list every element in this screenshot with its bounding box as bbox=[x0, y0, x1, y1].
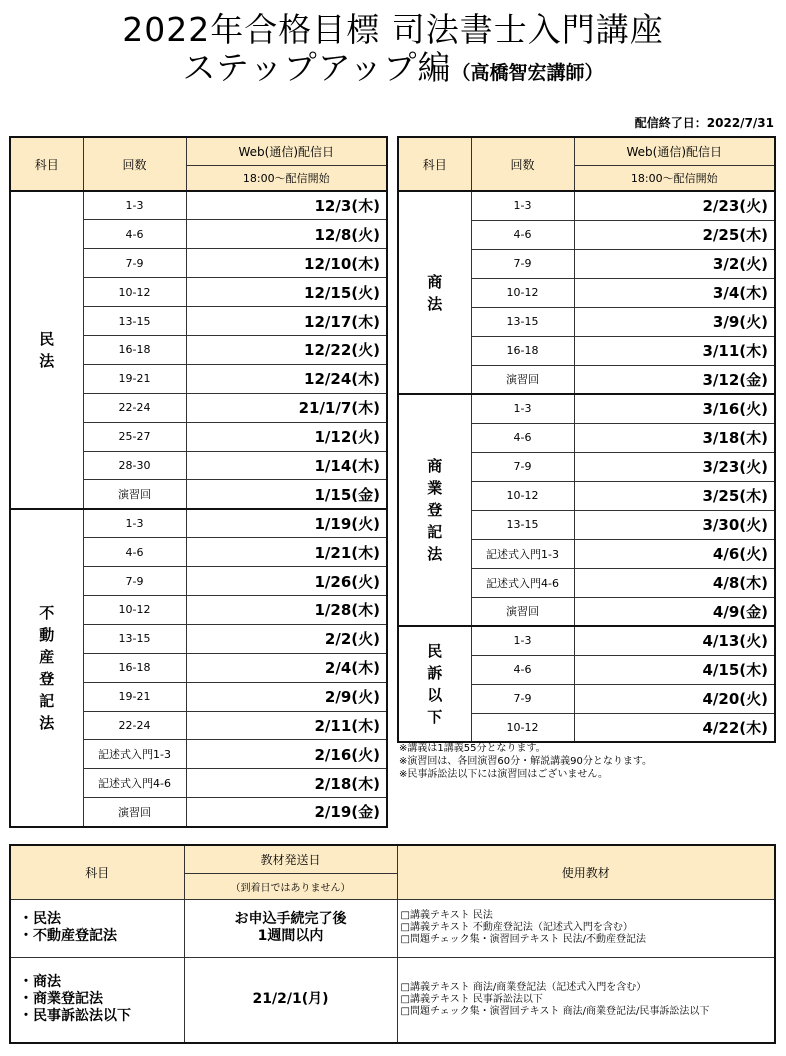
subject-cell bbox=[10, 509, 83, 827]
materials-list bbox=[397, 957, 775, 1043]
delivery-date: 1/28(木) bbox=[186, 595, 387, 624]
subject-name: 民法 bbox=[39, 329, 55, 370]
instructor-name: （高橋智宏講師） bbox=[451, 62, 604, 84]
material-item: □講義テキスト 民法 bbox=[400, 910, 493, 921]
delivery-date: 1/19(火) bbox=[186, 509, 387, 538]
delivery-date: 3/2(火) bbox=[574, 249, 775, 278]
delivery-date: 4/22(木) bbox=[574, 713, 775, 742]
ship-line: 1週間以内 bbox=[257, 928, 324, 944]
schedule-row bbox=[10, 509, 387, 538]
materials-header-ship: 教材発送日 bbox=[184, 845, 397, 873]
material-item: □講義テキスト 商法/商業登記法（記述式入門を含む） bbox=[400, 981, 647, 993]
materials-ship-date bbox=[184, 957, 397, 1043]
schedule-row bbox=[398, 394, 775, 423]
header-count: 回数 bbox=[83, 137, 186, 191]
session-count: 13-15 bbox=[83, 624, 186, 653]
material-item: □問題チェック集・演習回テキスト 民法/不動産登記法 bbox=[400, 934, 646, 945]
session-count: 4-6 bbox=[83, 538, 186, 567]
ship-line: お申込手続完了後 bbox=[234, 911, 347, 927]
delivery-date: 2/18(木) bbox=[186, 769, 387, 798]
session-count: 4-6 bbox=[471, 220, 574, 249]
session-count: 16-18 bbox=[83, 335, 186, 364]
session-count: 22-24 bbox=[83, 711, 186, 740]
materials-subject-item: ・商業登記法 bbox=[19, 991, 103, 1008]
session-count: 記述式入門1-3 bbox=[471, 539, 574, 568]
schedule-table-left bbox=[9, 136, 388, 828]
material-item: □講義テキスト 民事訴訟法以下 bbox=[400, 993, 543, 1005]
session-count: 演習回 bbox=[83, 798, 186, 827]
delivery-date: 3/12(金) bbox=[574, 365, 775, 394]
delivery-date: 3/25(木) bbox=[574, 481, 775, 510]
materials-table bbox=[9, 844, 776, 1044]
subject-name: 民訴以下 bbox=[427, 642, 443, 726]
delivery-date: 3/9(火) bbox=[574, 307, 775, 336]
materials-subject-item: ・民法 bbox=[19, 911, 61, 927]
delivery-date: 2/9(火) bbox=[186, 682, 387, 711]
session-count: 13-15 bbox=[471, 307, 574, 336]
header-count: 回数 bbox=[471, 137, 574, 191]
subject-name: 商業登記法 bbox=[427, 457, 443, 563]
session-count: 10-12 bbox=[471, 713, 574, 742]
page-subtitle bbox=[0, 48, 786, 93]
delivery-date: 2/4(木) bbox=[186, 653, 387, 682]
delivery-date: 1/12(火) bbox=[186, 422, 387, 451]
materials-subject-item: ・商法 bbox=[19, 974, 61, 991]
delivery-date: 2/25(木) bbox=[574, 220, 775, 249]
subtitle-main: ステップアップ編 bbox=[182, 48, 452, 87]
session-count: 10-12 bbox=[83, 278, 186, 307]
session-count: 10-12 bbox=[471, 278, 574, 307]
header-subject: 科目 bbox=[398, 137, 471, 191]
delivery-date: 12/17(木) bbox=[186, 307, 387, 336]
delivery-date: 12/8(火) bbox=[186, 220, 387, 249]
subject-name: 商法 bbox=[427, 272, 443, 313]
header-time: 18:00～配信開始 bbox=[186, 165, 387, 191]
delivery-date: 4/13(火) bbox=[574, 626, 775, 655]
delivery-date: 1/21(木) bbox=[186, 538, 387, 567]
delivery-date: 2/23(火) bbox=[574, 191, 775, 220]
delivery-date: 1/15(金) bbox=[186, 480, 387, 509]
session-count: 16-18 bbox=[471, 336, 574, 365]
delivery-date: 4/15(木) bbox=[574, 655, 775, 684]
materials-header-ship-note: （到着日ではありません） bbox=[184, 873, 397, 899]
ship-line: 21/2/1(月) bbox=[252, 991, 329, 1008]
delivery-date: 2/2(火) bbox=[186, 624, 387, 653]
delivery-date: 12/3(木) bbox=[186, 191, 387, 220]
session-count: 演習回 bbox=[471, 597, 574, 626]
header-web: Web(通信)配信日 bbox=[186, 137, 387, 165]
delivery-date: 3/4(木) bbox=[574, 278, 775, 307]
session-count: 19-21 bbox=[83, 682, 186, 711]
delivery-date: 3/18(木) bbox=[574, 423, 775, 452]
delivery-date: 3/23(火) bbox=[574, 452, 775, 481]
session-count: 記述式入門1-3 bbox=[83, 740, 186, 769]
session-count: 10-12 bbox=[471, 481, 574, 510]
schedule-row bbox=[10, 191, 387, 220]
delivery-date: 2/16(火) bbox=[186, 740, 387, 769]
header-subject: 科目 bbox=[10, 137, 83, 191]
session-count: 4-6 bbox=[83, 220, 186, 249]
materials-subjects bbox=[10, 899, 184, 957]
session-count: 1-3 bbox=[471, 626, 574, 655]
session-count: 7-9 bbox=[471, 684, 574, 713]
session-count: 19-21 bbox=[83, 364, 186, 393]
materials-header-subject: 科目 bbox=[10, 845, 184, 899]
session-count: 1-3 bbox=[471, 394, 574, 423]
session-count: 演習回 bbox=[83, 480, 186, 509]
notes bbox=[399, 742, 652, 781]
session-count: 16-18 bbox=[83, 653, 186, 682]
delivery-date: 2/11(木) bbox=[186, 711, 387, 740]
session-count: 記述式入門4-6 bbox=[83, 769, 186, 798]
delivery-date: 1/26(火) bbox=[186, 567, 387, 596]
subject-cell bbox=[10, 191, 83, 509]
subject-cell bbox=[398, 394, 471, 626]
note-line: ※演習回は、各回演習60分・解説講義90分となります。 bbox=[399, 756, 653, 767]
page-title: 2022年合格目標 司法書士入門講座 bbox=[122, 10, 664, 49]
delivery-date: 2/19(金) bbox=[186, 798, 387, 827]
session-count: 演習回 bbox=[471, 365, 574, 394]
material-item: □講義テキスト 不動産登記法（記述式入門を含む） bbox=[400, 922, 633, 933]
session-count: 25-27 bbox=[83, 422, 186, 451]
session-count: 7-9 bbox=[471, 452, 574, 481]
delivery-date: 12/24(木) bbox=[186, 364, 387, 393]
materials-ship-date bbox=[184, 899, 397, 957]
delivery-date: 3/30(火) bbox=[574, 510, 775, 539]
session-count: 1-3 bbox=[471, 191, 574, 220]
session-count: 1-3 bbox=[83, 191, 186, 220]
materials-row bbox=[10, 957, 775, 1043]
delivery-date: 4/8(木) bbox=[574, 568, 775, 597]
distribution-end-date: 配信終了日：2022/7/31 bbox=[634, 116, 774, 130]
session-count: 13-15 bbox=[83, 307, 186, 336]
subject-cell bbox=[398, 191, 471, 394]
header-web: Web(通信)配信日 bbox=[574, 137, 775, 165]
delivery-date: 3/16(火) bbox=[574, 394, 775, 423]
materials-header-materials: 使用教材 bbox=[397, 845, 775, 899]
schedule-table-right bbox=[397, 136, 776, 743]
session-count: 10-12 bbox=[83, 595, 186, 624]
session-count: 1-3 bbox=[83, 509, 186, 538]
delivery-date: 4/6(火) bbox=[574, 539, 775, 568]
note-line: ※講義は1講義55分となります。 bbox=[399, 743, 546, 754]
delivery-date: 12/10(木) bbox=[186, 249, 387, 278]
session-count: 22-24 bbox=[83, 393, 186, 422]
session-count: 記述式入門4-6 bbox=[471, 568, 574, 597]
session-count: 28-30 bbox=[83, 451, 186, 480]
materials-subject-item: ・不動産登記法 bbox=[19, 928, 117, 944]
delivery-date: 12/15(火) bbox=[186, 278, 387, 307]
materials-row bbox=[10, 899, 775, 957]
session-count: 13-15 bbox=[471, 510, 574, 539]
materials-list bbox=[397, 899, 775, 957]
subject-name: 不動産登記法 bbox=[39, 603, 55, 732]
header-time: 18:00～配信開始 bbox=[574, 165, 775, 191]
material-item: □問題チェック集・演習回テキスト 商法/商業登記法/民事訴訟法以下 bbox=[400, 1005, 710, 1017]
delivery-date: 1/14(木) bbox=[186, 451, 387, 480]
session-count: 7-9 bbox=[83, 567, 186, 596]
session-count: 4-6 bbox=[471, 423, 574, 452]
delivery-date: 4/20(火) bbox=[574, 684, 775, 713]
materials-subject-item: ・民事訴訟法以下 bbox=[19, 1008, 131, 1025]
materials-subjects bbox=[10, 957, 184, 1043]
schedule-row bbox=[398, 626, 775, 655]
delivery-date: 4/9(金) bbox=[574, 597, 775, 626]
note-line: ※民事訴訟法以下には演習回はございません。 bbox=[399, 769, 608, 780]
delivery-date: 12/22(火) bbox=[186, 335, 387, 364]
session-count: 4-6 bbox=[471, 655, 574, 684]
delivery-date: 21/1/7(木) bbox=[186, 393, 387, 422]
schedule-row bbox=[398, 191, 775, 220]
subject-cell bbox=[398, 626, 471, 742]
session-count: 7-9 bbox=[471, 249, 574, 278]
session-count: 7-9 bbox=[83, 249, 186, 278]
delivery-date: 3/11(木) bbox=[574, 336, 775, 365]
